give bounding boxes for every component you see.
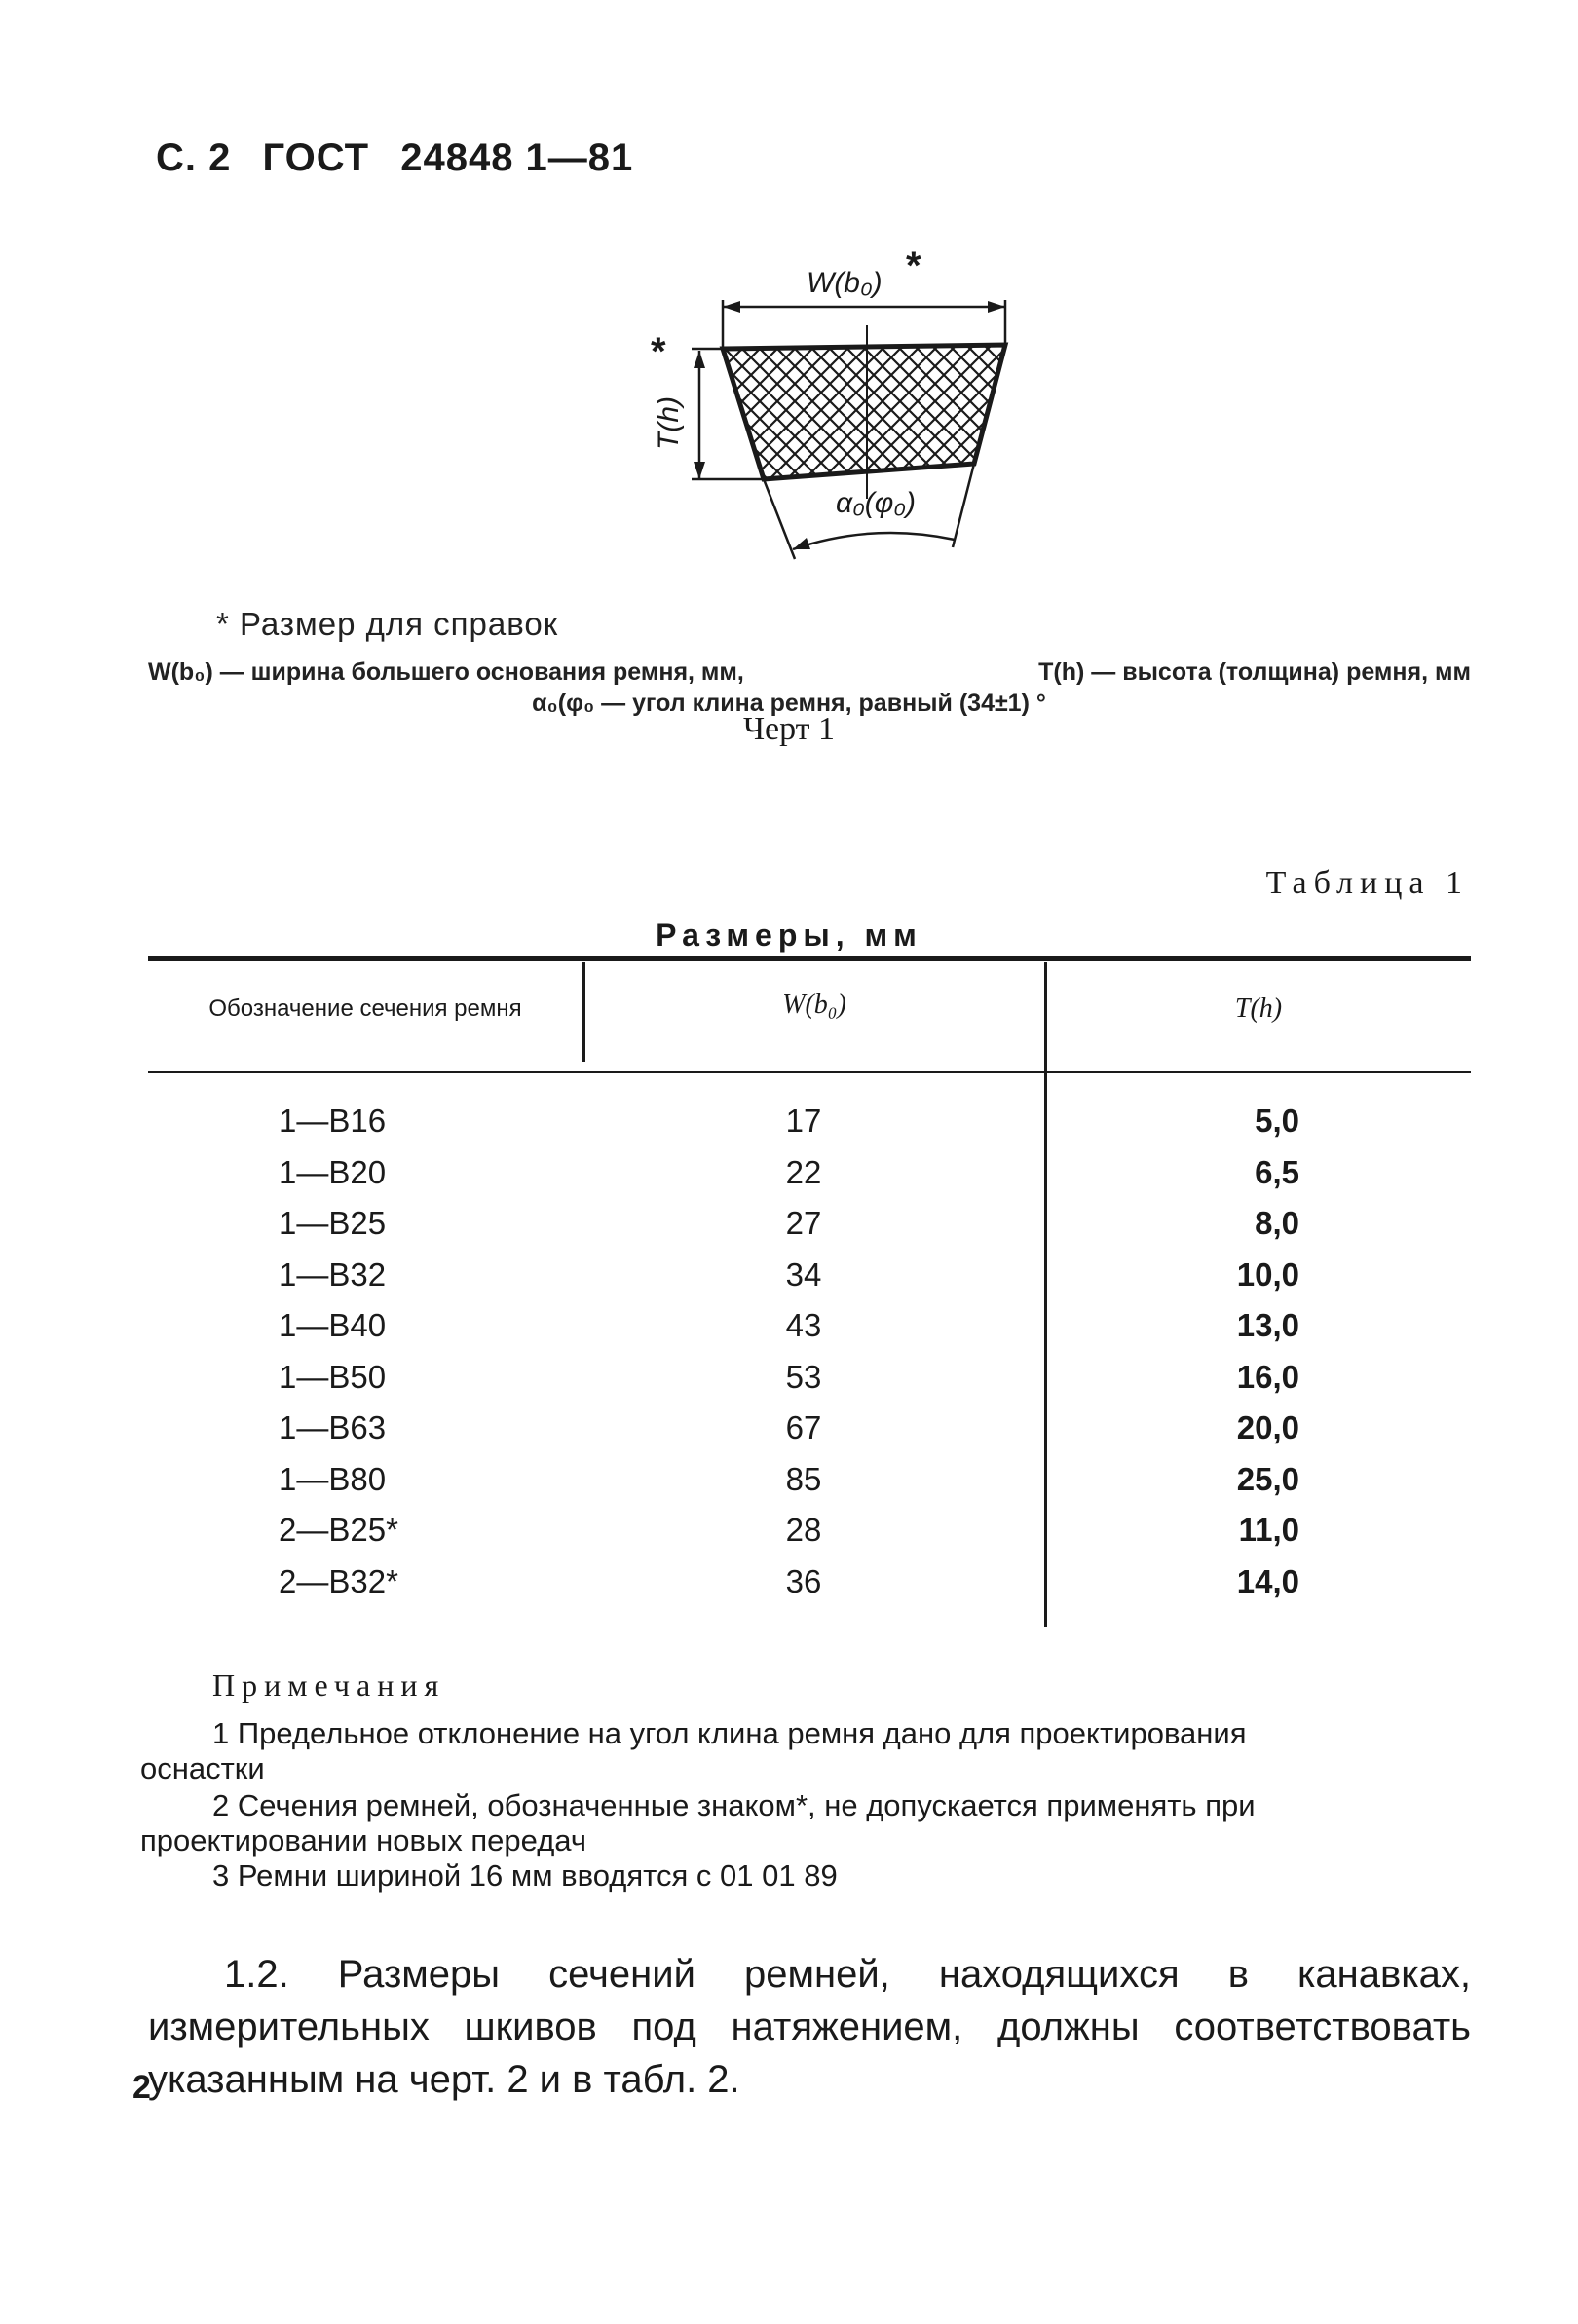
cell-width: 85 <box>785 1460 822 1497</box>
cell-height: 13,0 <box>1236 1307 1299 1343</box>
note-3: 3 Ремни шириной 16 мм вводятся с 01 01 89 <box>212 1858 838 1893</box>
notes-title: Примечания <box>212 1668 446 1703</box>
width-arrow-right <box>988 301 1005 313</box>
table-row <box>0 1512 1578 1562</box>
cell-height: 5,0 <box>1255 1103 1299 1139</box>
cell-height: 6,5 <box>1255 1153 1299 1190</box>
angle-label: α₀(φ₀) <box>836 487 916 519</box>
cell-width: 53 <box>785 1358 822 1395</box>
cell-width: 22 <box>785 1153 822 1190</box>
table-row <box>0 1205 1578 1256</box>
table-row <box>0 1563 1578 1614</box>
cell-height: 25,0 <box>1236 1460 1299 1497</box>
cell-height: 16,0 <box>1236 1358 1299 1395</box>
cell-width: 34 <box>785 1256 822 1293</box>
column-header-designation: Обозначение сечения ремня <box>208 995 522 1022</box>
cell-designation: 1—В63 <box>279 1409 387 1445</box>
table-top-rule <box>148 956 1471 961</box>
cell-height: 20,0 <box>1236 1409 1299 1445</box>
height-label: T(h) <box>653 396 685 450</box>
angle-arrow-left <box>793 538 810 549</box>
table-row <box>0 1103 1578 1153</box>
cell-width: 36 <box>785 1562 822 1599</box>
height-arrow-top <box>694 351 705 368</box>
cell-designation: 1—В16 <box>279 1103 387 1139</box>
belt-trapezoid <box>723 345 1005 479</box>
cell-width: 17 <box>785 1103 822 1139</box>
cell-width: 67 <box>785 1409 822 1445</box>
cell-height: 14,0 <box>1236 1562 1299 1599</box>
cell-designation: 1—В20 <box>279 1153 387 1190</box>
table-row <box>0 1256 1578 1307</box>
table-row <box>0 1307 1578 1358</box>
page-number: 2 <box>132 2069 151 2106</box>
header-page-prefix: С. 2 <box>156 136 232 179</box>
cell-height: 11,0 <box>1238 1512 1299 1548</box>
table-row <box>0 1154 1578 1205</box>
figure-reference-note: * Размер для справок <box>216 606 559 642</box>
note-1-line-1: 1 Предельное отклонение на угол клина ремня дано для проектирования <box>212 1716 1247 1750</box>
table-header-rule <box>148 1071 1471 1073</box>
width-star: * <box>906 244 921 287</box>
header-number: 24848 1—81 <box>400 136 634 179</box>
column-header-width: W(b₀) <box>782 990 846 1020</box>
height-star: * <box>651 330 666 373</box>
column-header-height: T(h) <box>1234 993 1283 1024</box>
page-header <box>156 136 653 180</box>
width-label: W(b₀) <box>807 267 883 299</box>
cell-designation: 1—В50 <box>279 1358 387 1395</box>
table-units: Размеры, мм <box>656 918 922 953</box>
table-row <box>0 1409 1578 1460</box>
table-row <box>0 1461 1578 1512</box>
header-standard: ГОСТ <box>262 136 370 179</box>
figure-caption: Черт 1 <box>742 711 836 747</box>
cell-height: 10,0 <box>1236 1256 1299 1293</box>
cell-designation: 2—В32* <box>279 1562 398 1599</box>
cell-designation: 1—В40 <box>279 1307 387 1343</box>
legend-angle: α₀(φ₀ — угол клина ремня, равный (34±1) ° <box>532 690 1046 717</box>
legend-width: W(b₀) — ширина большего основания ремня, мм, <box>148 658 744 686</box>
width-arrow-left <box>723 301 740 313</box>
cell-designation: 2—В25* <box>279 1512 398 1548</box>
legend-height: T(h) — высота (толщина) ремня, мм <box>1038 658 1471 686</box>
figure-legend-dimensions <box>148 658 1471 687</box>
cell-designation: 1—В25 <box>279 1205 387 1241</box>
note-1-line-2: оснастки <box>140 1751 265 1785</box>
cell-width: 28 <box>785 1512 822 1548</box>
cell-designation: 1—В32 <box>279 1256 387 1293</box>
table-row <box>0 1359 1578 1409</box>
cell-width: 27 <box>785 1205 822 1241</box>
belt-section-drawing <box>584 244 1033 575</box>
angle-extension-left <box>764 479 795 559</box>
table-title: Таблица 1 <box>1265 865 1469 901</box>
angle-arc <box>793 533 955 549</box>
cell-designation: 1—В80 <box>279 1460 387 1497</box>
angle-extension-right <box>953 464 974 547</box>
height-arrow-bottom <box>694 462 705 479</box>
cell-width: 43 <box>785 1307 822 1343</box>
note-2-line-2: проектировании новых передач <box>140 1823 586 1857</box>
note-2-line-1: 2 Сечения ремней, обозначенные знаком*, не допускается применять при <box>212 1788 1256 1822</box>
cell-height: 8,0 <box>1255 1205 1299 1241</box>
section-paragraph: 1.2. Размеры сечений ремней, находящихся в канавках, измерительных шкивов под натяжением, должны соответствовать указанным на черт. 2 и в табл. 2. <box>148 1953 1471 2101</box>
